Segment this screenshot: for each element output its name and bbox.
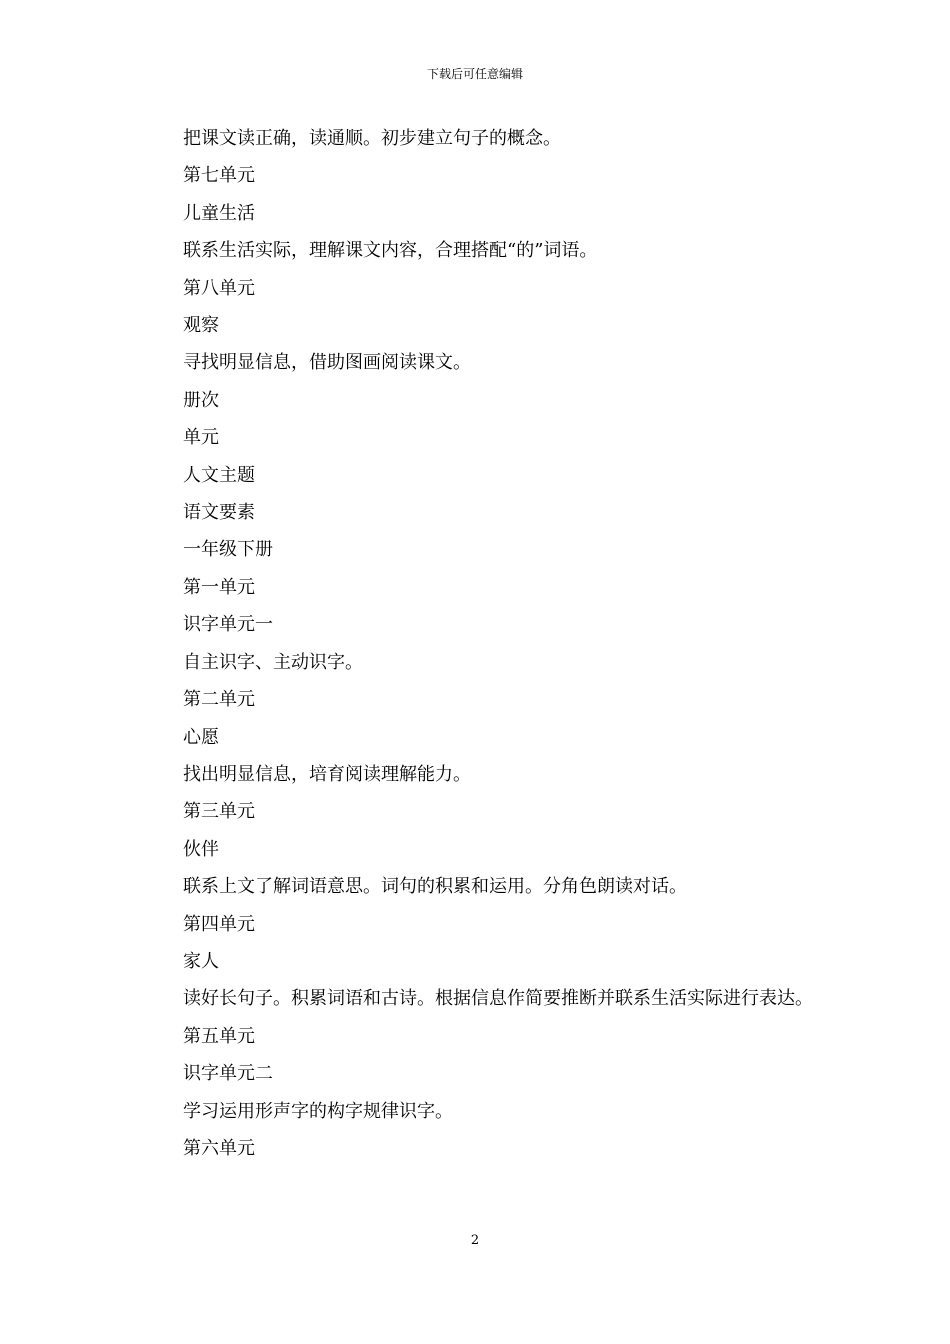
paragraph: 单元 <box>183 427 219 449</box>
paragraph: 读好长句子。积累词语和古诗。根据信息作简要推断并联系生活实际进行表达。 <box>183 988 813 1010</box>
paragraph: 把课文读正确，读通顺。初步建立句子的概念。 <box>183 128 561 149</box>
paragraph: 联系生活实际，理解课文内容，合理搭配“的”词语。 <box>183 240 598 262</box>
paragraph: 心愿 <box>183 726 219 748</box>
page-header: 下载后可任意编辑 <box>426 67 523 81</box>
paragraph: 学习运用形声字的构字规律识字。 <box>183 1100 453 1122</box>
paragraph: 识字单元二 <box>183 1063 273 1085</box>
paragraph: 人文主题 <box>183 464 255 486</box>
paragraph: 册次 <box>183 389 219 411</box>
paragraph: 第二单元 <box>183 689 255 711</box>
paragraph: 第七单元 <box>183 165 255 187</box>
paragraph: 伙伴 <box>183 838 219 860</box>
paragraph: 第五单元 <box>183 1025 255 1047</box>
paragraph: 一年级下册 <box>183 539 273 561</box>
paragraph: 第六单元 <box>183 1137 255 1159</box>
paragraph: 观察 <box>183 315 219 337</box>
paragraph: 语文要素 <box>183 502 255 524</box>
paragraph: 第四单元 <box>183 913 255 935</box>
page-number: 2 <box>470 1233 480 1248</box>
paragraph: 识字单元一 <box>183 614 273 636</box>
paragraph: 自主识字、主动识字。 <box>183 651 363 673</box>
paragraph: 寻找明显信息，借助图画阅读课文。 <box>183 352 471 374</box>
document-body <box>145 120 815 1167</box>
paragraph: 找出明显信息，培育阅读理解能力。 <box>183 763 471 785</box>
paragraph: 联系上文了解词语意思。词句的积累和运用。分角色朗读对话。 <box>183 876 687 898</box>
paragraph: 家人 <box>183 950 219 972</box>
paragraph: 第三单元 <box>183 801 255 823</box>
paragraph: 第八单元 <box>183 277 255 299</box>
paragraph: 儿童生活 <box>183 202 255 224</box>
paragraph: 第一单元 <box>183 576 255 598</box>
